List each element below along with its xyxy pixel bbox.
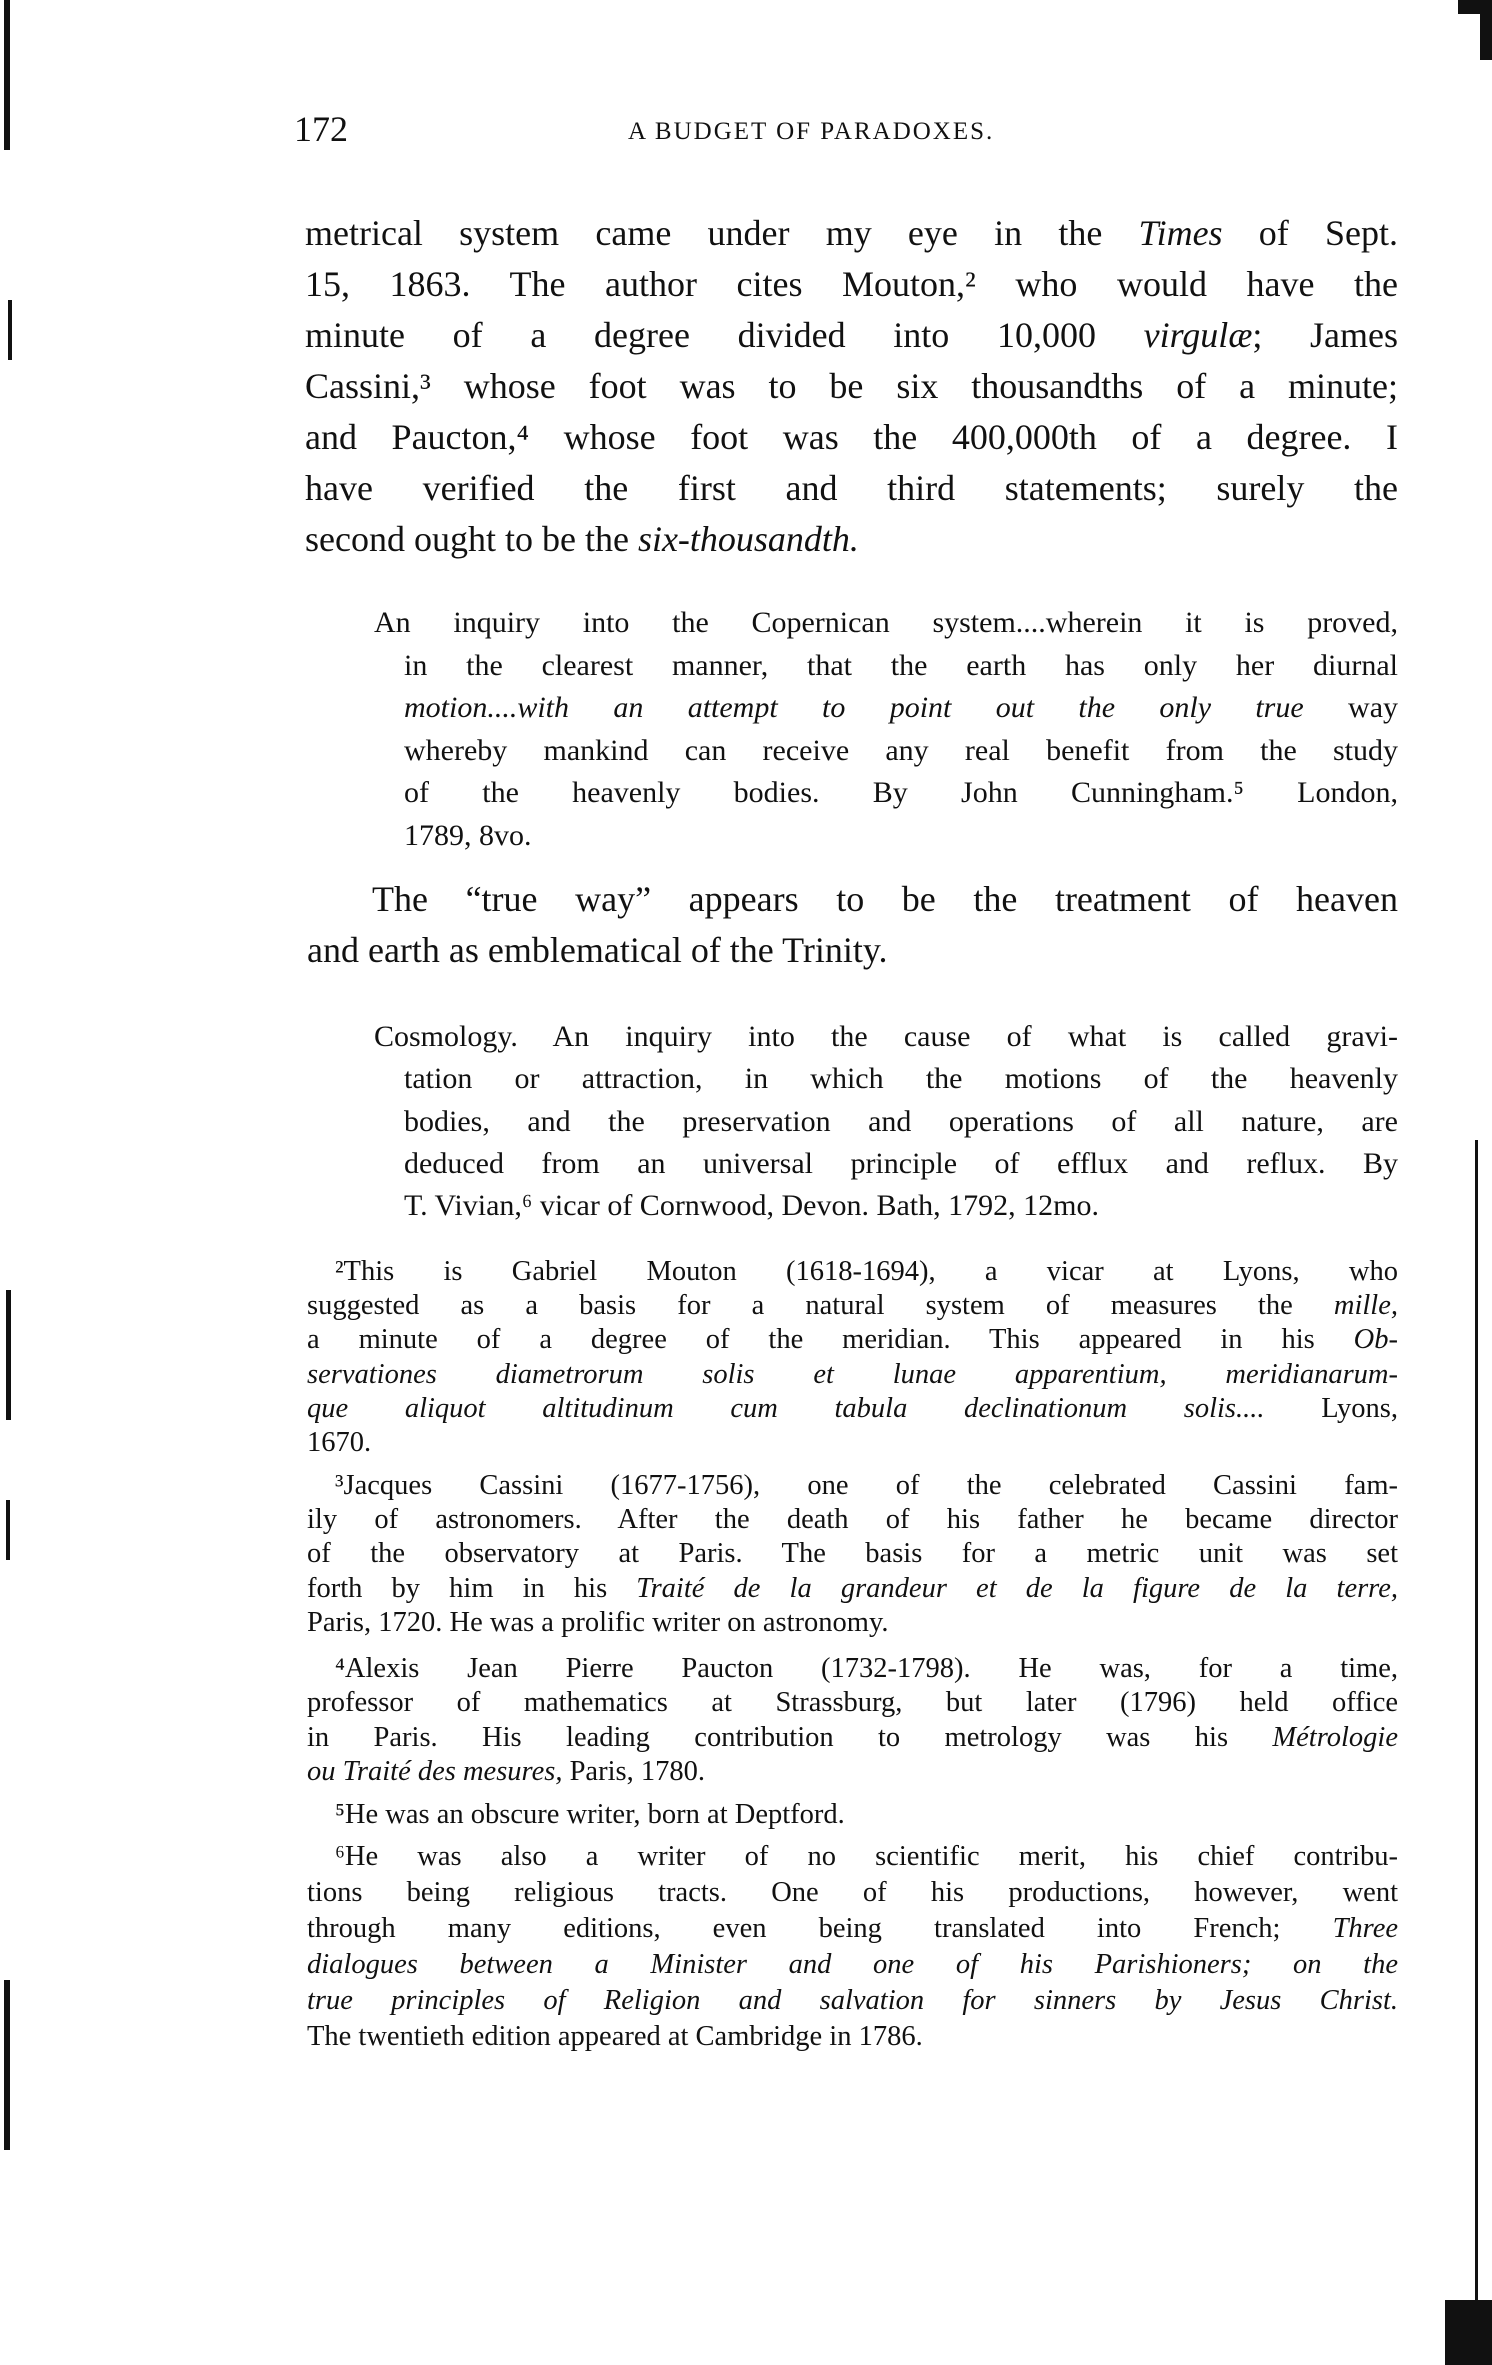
- text-segment: ²This is Gabriel Mouton (1618-1694), a vicar at Lyons, who: [335, 1256, 1398, 1287]
- text-line: [404, 1189, 1099, 1223]
- running-title: A BUDGET OF PARADOXES.: [628, 118, 995, 145]
- page-number: 172: [294, 109, 348, 149]
- italic-text: dialogues between a Minister and one of his Parishioners; on the: [307, 1949, 1398, 1980]
- scan-edge-mark: [1480, 0, 1492, 60]
- text-segment: of the heavenly bodies. By John Cunningham.⁵ London,: [404, 776, 1398, 810]
- text-segment: An inquiry into the Copernican system....wherein it is proved,: [374, 606, 1398, 639]
- text-segment: of Sept.: [1222, 213, 1398, 253]
- text-line: [404, 1147, 1398, 1181]
- text-line: [372, 878, 1398, 920]
- text-line: [307, 1324, 1398, 1356]
- text-segment: ³Jacques Cassini (1677-1756), one of the celebrated Cassini fam-: [335, 1470, 1398, 1501]
- text-line: [307, 929, 888, 971]
- scan-edge-mark: [1475, 1140, 1478, 2365]
- text-segment: ⁴Alexis Jean Pierre Paucton (1732-1798). He was, for a time,: [335, 1653, 1398, 1684]
- text-line: [335, 1256, 1398, 1288]
- text-line: [305, 314, 1398, 356]
- text-segment: ily of astronomers. After the death of his father he became director: [307, 1504, 1398, 1536]
- text-segment: way: [1303, 691, 1399, 725]
- text-line: [307, 1393, 1398, 1425]
- text-line: [305, 365, 1398, 407]
- italic-text: Times: [1138, 213, 1223, 253]
- text-line: [307, 1504, 1398, 1536]
- text-segment: Paris, 1720. He was a prolific writer on astronomy.: [307, 1606, 889, 1638]
- text-segment: forth by him in his: [307, 1572, 637, 1604]
- text-segment: tation or attraction, in which the motions of the heavenly: [404, 1062, 1398, 1096]
- text-line: [404, 734, 1398, 768]
- italic-text: true principles of Religion and salvation for sinners by Jesus Christ.: [307, 1985, 1398, 2016]
- text-segment: bodies, and the preservation and operations of all nature, are: [404, 1104, 1398, 1138]
- scan-edge-mark: [4, 1980, 10, 2150]
- text-line: [374, 1020, 1398, 1054]
- italic-text: servationes diametrorum solis et lunae apparentium, meridianarum-: [307, 1358, 1398, 1390]
- italic-text: motion....with an attempt to point out the only true: [404, 691, 1304, 725]
- text-segment: in Paris. His leading contribution to metrology was his: [307, 1721, 1273, 1753]
- italic-text: ou Traité des mesures,: [307, 1756, 563, 1788]
- text-line: [404, 691, 1398, 725]
- text-segment: whereby mankind can receive any real benefit from the study: [404, 733, 1398, 767]
- text-line: [335, 1470, 1398, 1502]
- text-segment: ⁶He was also a writer of no scientific merit, his chief contribu-: [335, 1841, 1398, 1872]
- text-segment: ; James: [1252, 315, 1398, 355]
- text-segment: The twentieth edition appeared at Cambridge in 1786.: [307, 2021, 923, 2052]
- text-line: [335, 1799, 845, 1831]
- text-line: [305, 263, 1398, 305]
- text-line: [307, 1573, 1398, 1605]
- text-line: [307, 1359, 1398, 1391]
- text-line: [307, 1538, 1398, 1570]
- text-segment: ⁵He was an obscure writer, born at Deptford.: [335, 1799, 845, 1830]
- text-line: [404, 649, 1398, 683]
- text-segment: through many editions, even being translated into French;: [307, 1913, 1333, 1944]
- text-segment: suggested as a basis for a natural system of measures the: [307, 1290, 1334, 1322]
- scan-edge-mark: [6, 1500, 10, 1560]
- text-segment: minute of a degree divided into 10,000: [305, 315, 1144, 355]
- text-segment: 1789, 8vo.: [404, 819, 532, 852]
- text-segment: have verified the first and third statements; surely the: [305, 468, 1398, 508]
- text-line: [305, 212, 1398, 254]
- italic-text: mille,: [1333, 1290, 1398, 1322]
- text-line: [305, 416, 1398, 458]
- text-line: [307, 1290, 1398, 1322]
- text-line: [307, 1687, 1398, 1719]
- text-line: [307, 2021, 923, 2053]
- text-line: [335, 1653, 1398, 1685]
- text-line: [307, 1877, 1398, 1909]
- text-line: [305, 467, 1398, 509]
- scan-edge-mark: [1445, 2300, 1492, 2365]
- text-segment: in the clearest manner, that the earth has only her diurnal: [404, 648, 1398, 682]
- text-segment: 15, 1863. The author cites Mouton,² who would have the: [305, 264, 1398, 304]
- text-segment: The “true way” appears to be the treatment of heaven: [372, 879, 1398, 919]
- text-line: [404, 1062, 1398, 1096]
- text-segment: T. Vivian,⁶ vicar of Cornwood, Devon. Bath, 1792, 12mo.: [404, 1189, 1099, 1223]
- italic-text: Traité de la grandeur et de la figure de la terre,: [636, 1572, 1398, 1604]
- text-segment: Paris, 1780.: [562, 1756, 705, 1788]
- text-line: [335, 1841, 1398, 1873]
- text-segment: Cassini,³ whose foot was to be six thousandths of a minute;: [305, 366, 1398, 406]
- text-segment: metrical system came under my eye in the: [305, 213, 1139, 253]
- text-line: [404, 1105, 1398, 1139]
- scan-edge-mark: [8, 300, 12, 360]
- text-line: [307, 1722, 1398, 1754]
- text-segment: professor of mathematics at Strassburg, but later (1796) held office: [307, 1687, 1398, 1719]
- text-segment: second ought to be the: [305, 519, 638, 559]
- text-segment: and earth as emblematical of the Trinity.: [307, 930, 888, 970]
- text-line: [307, 1913, 1398, 1945]
- text-line: [307, 1985, 1398, 2017]
- text-segment: a minute of a degree of the meridian. This appeared in his: [307, 1324, 1354, 1356]
- text-line: [404, 819, 532, 853]
- italic-text: Ob-: [1353, 1324, 1398, 1356]
- text-line: [305, 518, 859, 560]
- text-segment: deduced from an universal principle of efflux and reflux. By: [404, 1146, 1398, 1180]
- text-line: [374, 606, 1398, 640]
- text-segment: Cosmology. An inquiry into the cause of what is called gravi-: [374, 1020, 1398, 1053]
- text-line: [307, 1607, 888, 1639]
- text-line: [404, 776, 1398, 810]
- text-line: [307, 1427, 371, 1459]
- italic-text: Métrologie: [1272, 1721, 1398, 1753]
- scan-edge-mark: [6, 1290, 11, 1420]
- italic-text: six-thousandth.: [637, 519, 859, 559]
- text-segment: 1670.: [307, 1427, 372, 1458]
- text-line: [307, 1756, 705, 1788]
- italic-text: virgulæ: [1143, 315, 1253, 355]
- text-segment: and Paucton,⁴ whose foot was the 400,000th of a degree. I: [305, 417, 1398, 457]
- text-segment: tions being religious tracts. One of his productions, however, went: [307, 1877, 1398, 1908]
- italic-text: que aliquot altitudinum cum tabula declinationum solis....: [307, 1392, 1265, 1424]
- italic-text: Three: [1332, 1913, 1398, 1944]
- scan-edge-mark: [4, 0, 10, 150]
- text-segment: Lyons,: [1264, 1392, 1398, 1424]
- text-line: [307, 1949, 1398, 1981]
- text-segment: of the observatory at Paris. The basis for a metric unit was set: [307, 1538, 1398, 1570]
